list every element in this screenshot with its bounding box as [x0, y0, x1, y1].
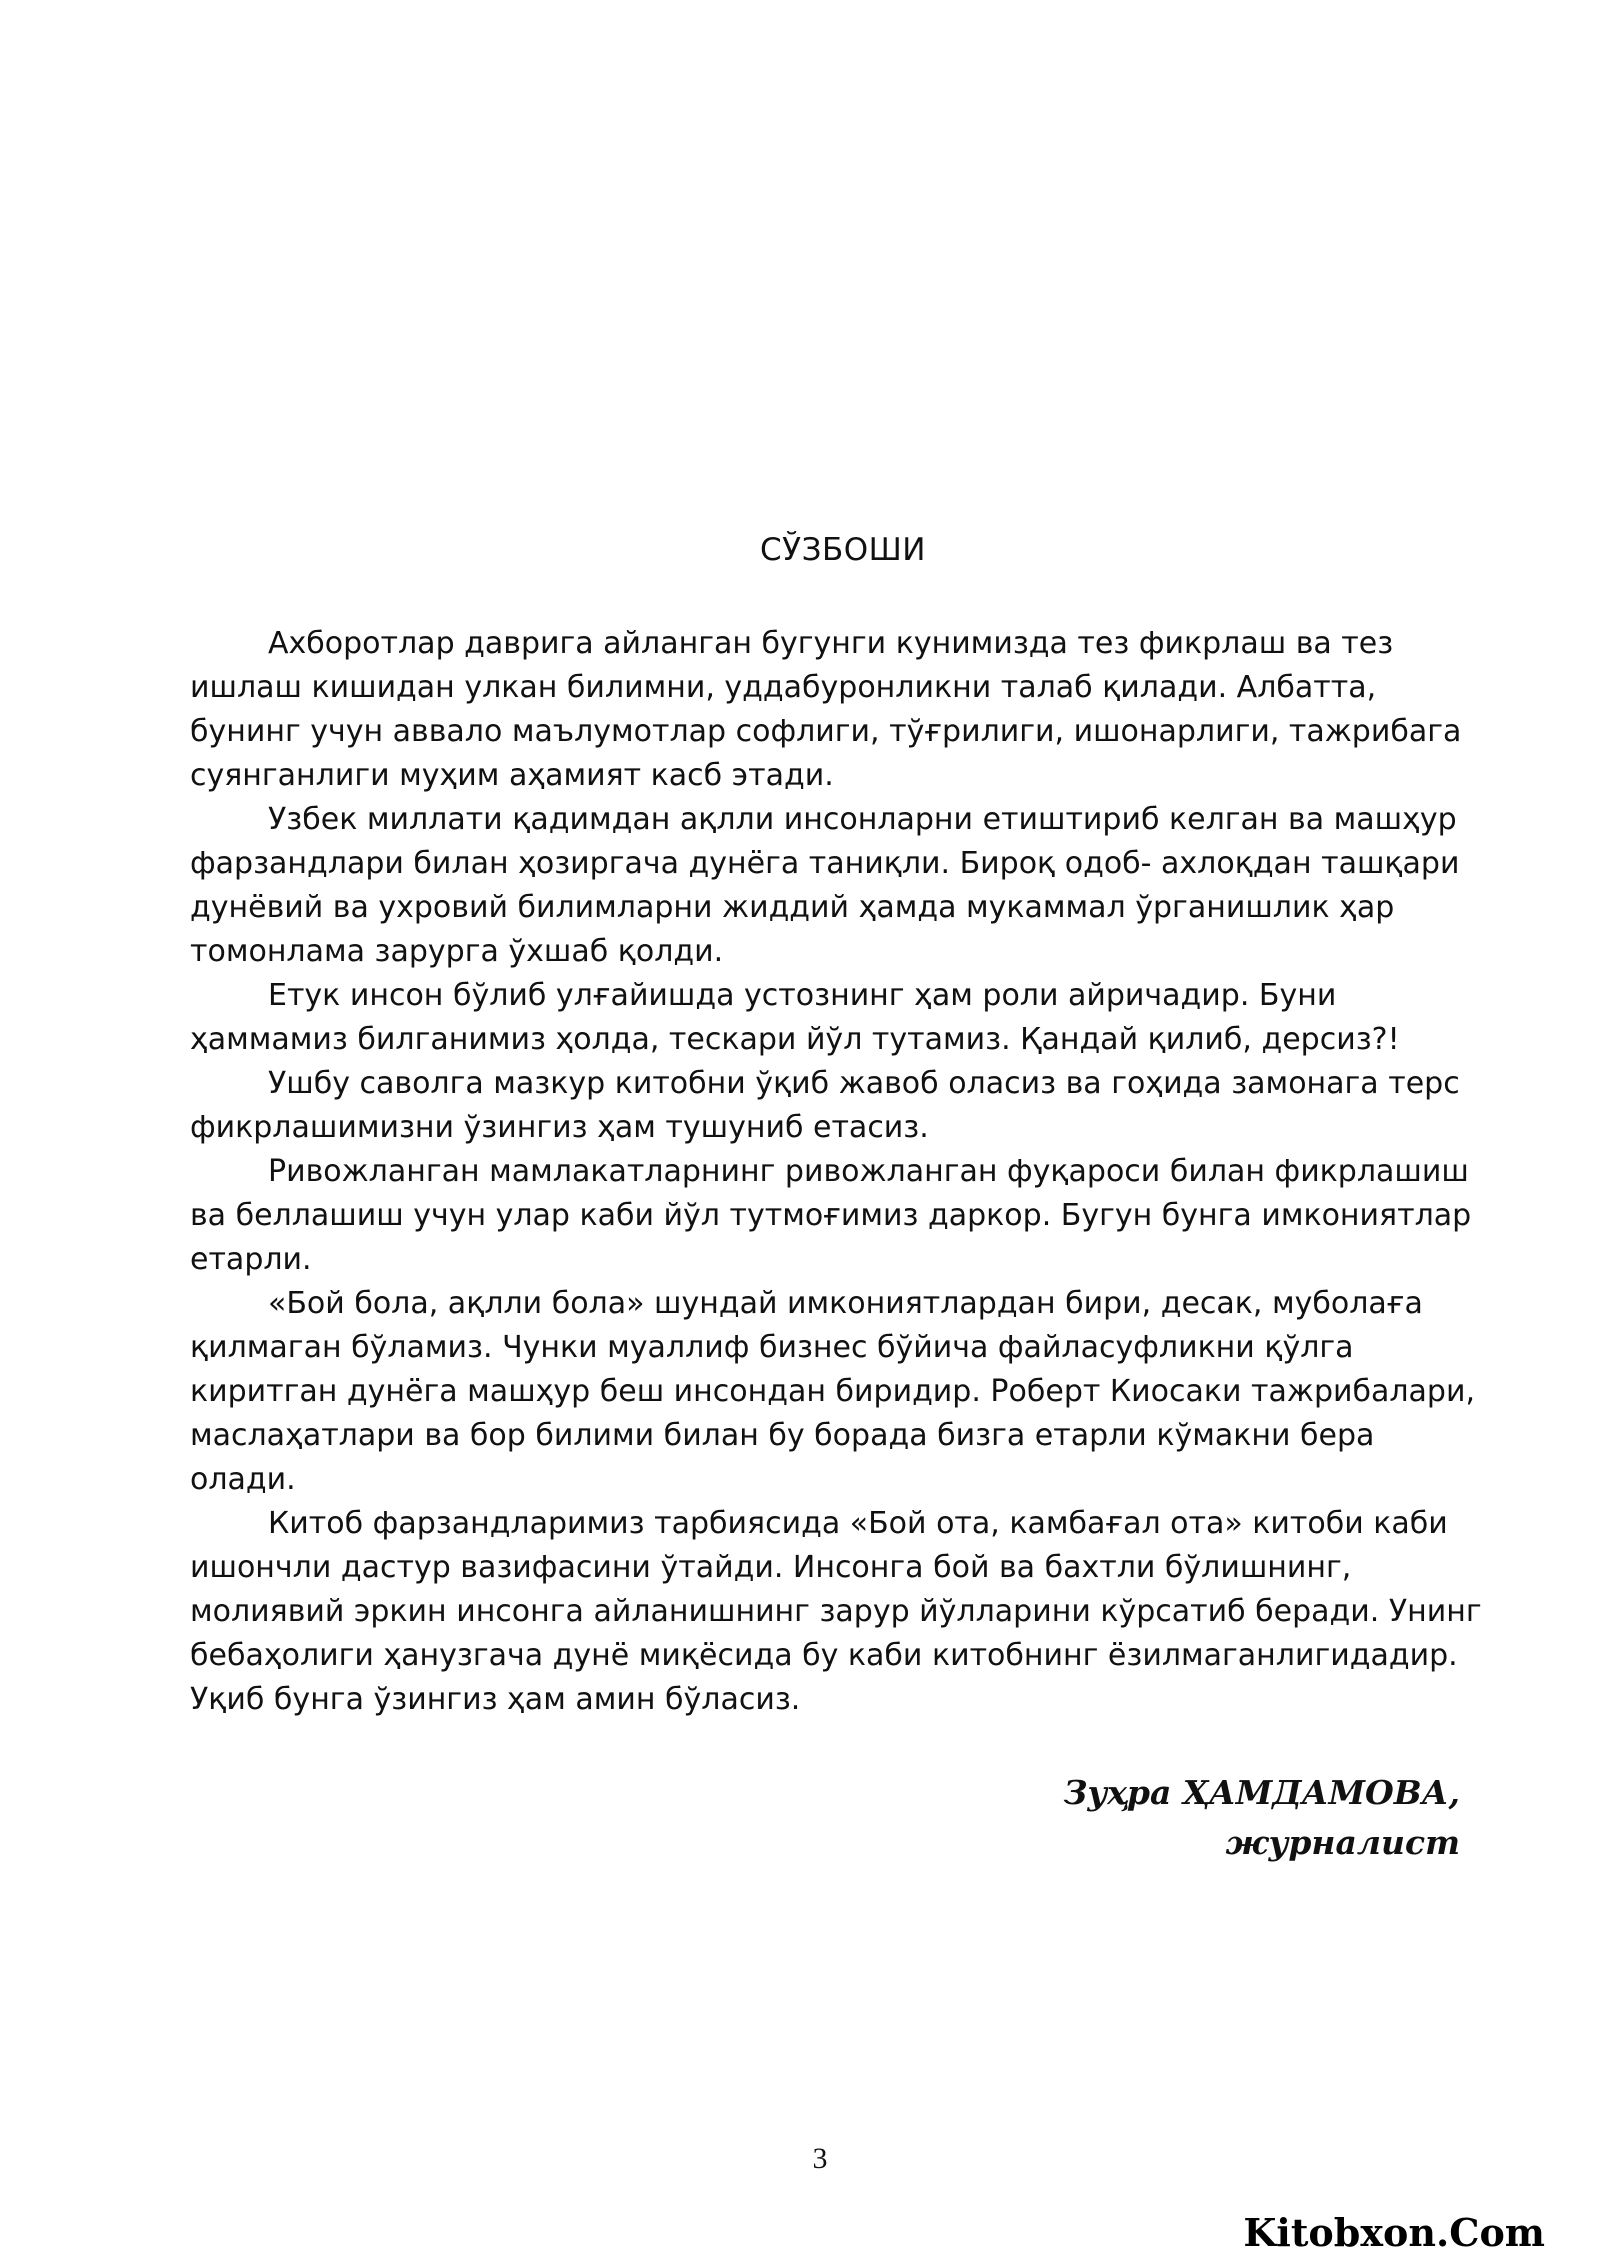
watermark: Kitobxon.Com: [1243, 2210, 1545, 2255]
paragraph: Китоб фарзандларимиз тарбиясида «Бой ота, камбағал ота» китоби каби ишончли дастур вазифасини ўтайди. Инсонга бой ва бахтли бўлишнинг, молиявий эркин инсонга айланишнинг зарур йўлларини кўрсатиб беради. Унинг бебаҳолиги ҳанузгача дунё миқёсида бу каби китобнинг ёзилмаганлигидадир. Уқиб бунга ўзингиз ҳам амин бўласиз.: [190, 1506, 1482, 1717]
page-title: СЎЗБОШИ: [760, 532, 926, 568]
paragraph: Ахборотлар даврига айланган бугунги кунимизда тез фикрлаш ва тез ишлаш кишидан улкан билимни, уддабуронликни талаб қилади. Албатта, бунинг учун аввало маълумотлар софлиги, тўғрилиги, ишонарлиги, тажрибага суянганлиги муҳим аҳамият касб этади.: [190, 626, 1462, 793]
body-text: [190, 622, 1486, 1722]
paragraph: Ушбу саволга мазкур китобни ўқиб жавоб оласиз ва гоҳида замонага терс фикрлашимизни ўзингиз ҳам тушуниб етасиз.: [190, 1066, 1460, 1145]
paragraph: Етук инсон бўлиб улғайишда устознинг ҳам роли айричадир. Буни ҳаммамиз билганимиз ҳолда, тескари йўл тутамиз. Қандай қилиб, дерсиз?!: [190, 978, 1400, 1057]
author-role: журналист: [1225, 1823, 1460, 1862]
page-number: 3: [812, 2142, 828, 2175]
paragraph: Узбек миллати қадимдан ақлли инсонларни етиштириб келган ва машҳур фарзандлари билан ҳозиргача дунёга таниқли. Бироқ одоб- ахлоқдан ташқари дунёвий ва ухровий билимларни жиддий ҳамда мукаммал ўрганишлик ҳар томонлама зарурга ўхшаб қолди.: [190, 802, 1460, 969]
author-name: Зуҳра ҲАМДАМОВА,: [1063, 1773, 1460, 1812]
signature-block: [1064, 1768, 1460, 1868]
paragraph: «Бой бола, ақлли бола» шундай имкониятлардан бири, десак, муболаға қилмаган бўламиз. Чунки муаллиф бизнес бўйича файласуфликни қўлга киритган дунёга машҳур беш инсондан биридир. Роберт Киосаки тажрибалари, маслаҳатлари ва бор билими билан бу борада бизга етарли кўмакни бера олади.: [190, 1286, 1476, 1497]
paragraph: Ривожланган мамлакатларнинг ривожланган фуқароси билан фикрлашиш ва беллашиш учун улар каби йўл тутмоғимиз даркор. Бугун бунга имкониятлар етарли.: [190, 1154, 1472, 1277]
